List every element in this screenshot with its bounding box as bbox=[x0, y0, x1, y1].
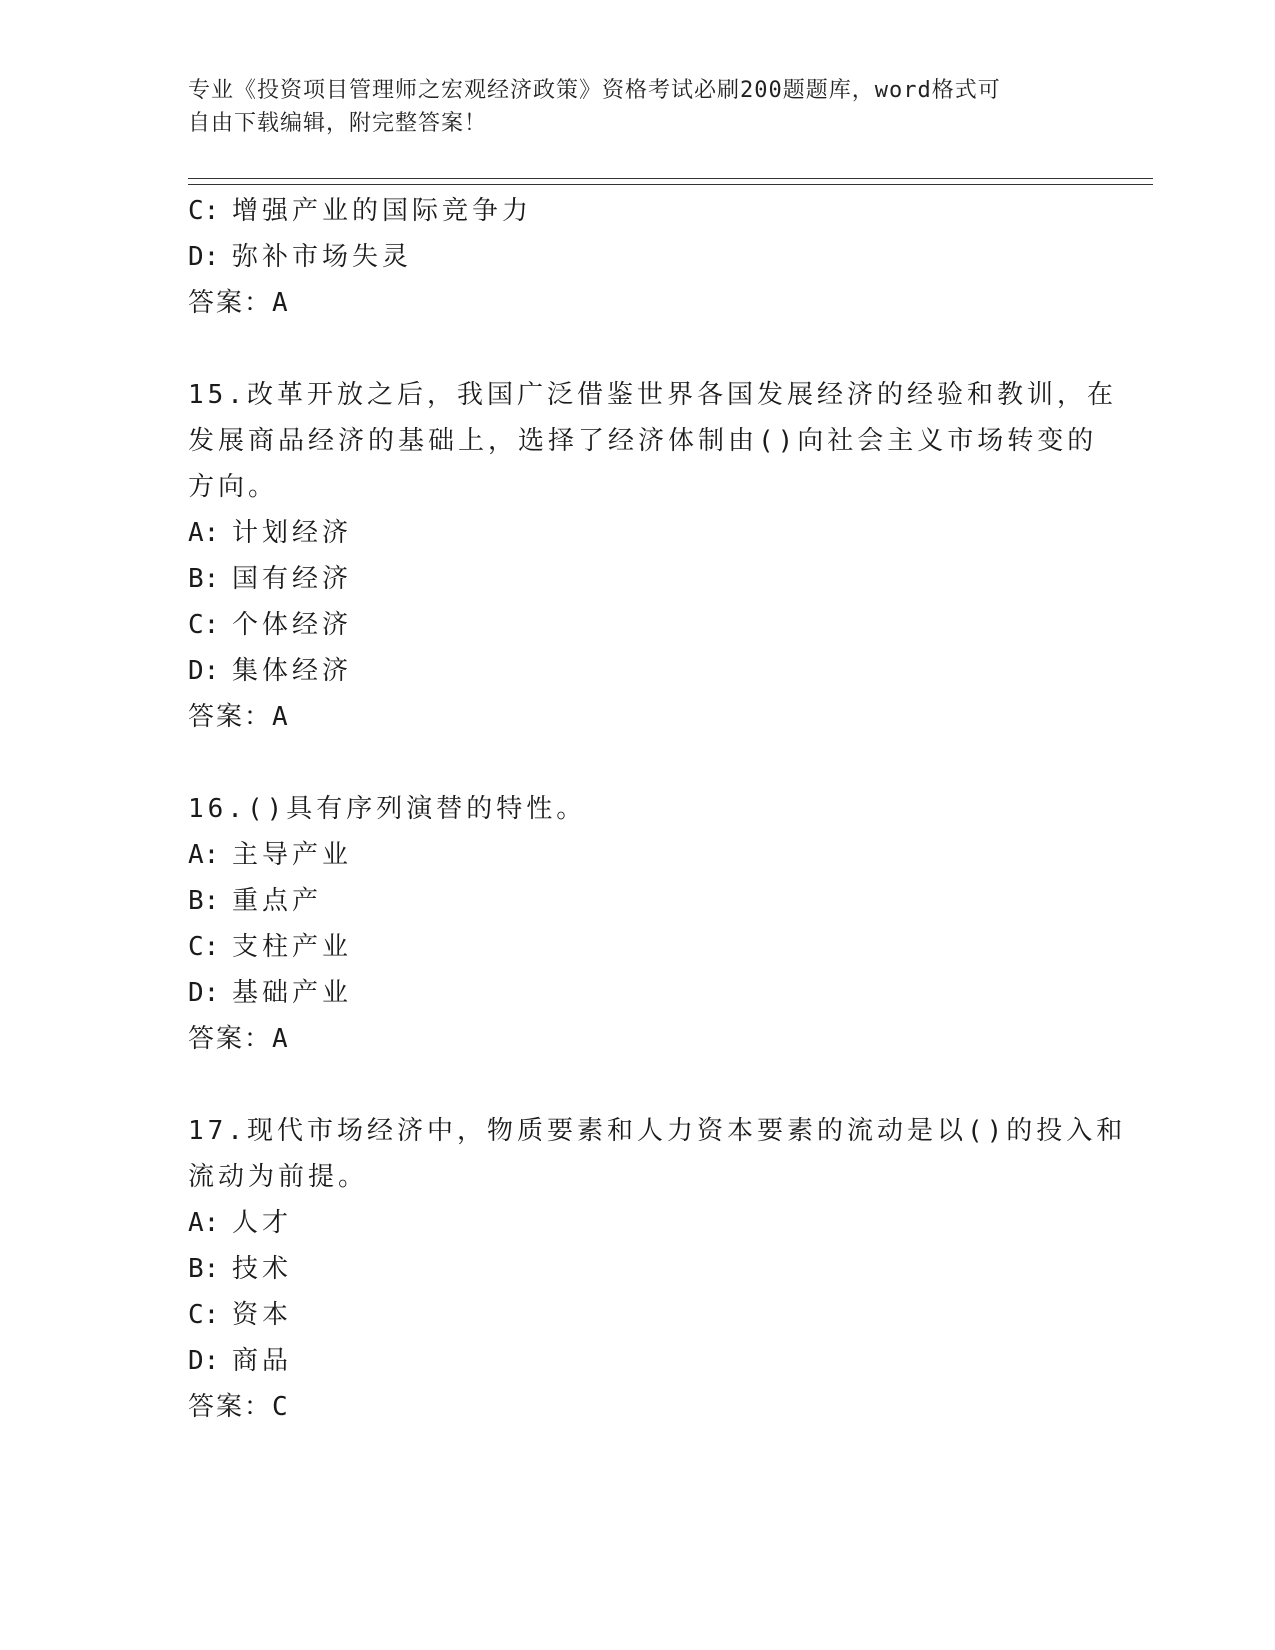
option-letter: C: bbox=[188, 932, 220, 962]
option-d bbox=[188, 1338, 1088, 1384]
answer-value: A bbox=[272, 702, 288, 732]
stem-line: 发展商品经济的基础上，选择了经济体制由()向社会主义市场转变的 bbox=[188, 426, 1098, 456]
previous-question-tail bbox=[188, 188, 1088, 326]
option-letter: B: bbox=[188, 1254, 220, 1284]
option-letter: C: bbox=[188, 610, 220, 640]
option-d bbox=[188, 234, 1088, 280]
option-b bbox=[188, 556, 1088, 602]
question-stem bbox=[188, 786, 1088, 832]
option-text: 弥补市场失灵 bbox=[232, 242, 413, 272]
answer-label: 答案： bbox=[188, 1392, 273, 1422]
answer-line bbox=[188, 280, 1088, 326]
stem-line: 16.()具有序列演替的特性。 bbox=[188, 794, 587, 824]
option-letter: D: bbox=[188, 242, 220, 272]
answer-line bbox=[188, 1384, 1088, 1430]
option-text: 重点产 bbox=[232, 886, 323, 916]
option-text: 商品 bbox=[232, 1346, 293, 1376]
option-text: 主导产业 bbox=[232, 840, 353, 870]
stem-line: 流动为前提。 bbox=[188, 1162, 369, 1192]
option-b bbox=[188, 1246, 1088, 1292]
answer-value: C bbox=[272, 1392, 288, 1422]
answer-line bbox=[188, 694, 1088, 740]
answer-value: A bbox=[272, 288, 288, 318]
stem-line: 15.改革开放之后，我国广泛借鉴世界各国发展经济的经验和教训，在 bbox=[188, 380, 1117, 410]
option-letter: B: bbox=[188, 886, 220, 916]
question-stem bbox=[188, 372, 1117, 510]
question-stem bbox=[188, 1108, 1127, 1200]
option-text: 增强产业的国际竞争力 bbox=[232, 196, 533, 226]
option-text: 支柱产业 bbox=[232, 932, 353, 962]
question-16 bbox=[188, 786, 1088, 1062]
header-line-2: 自由下载编辑，附完整答案！ bbox=[188, 111, 488, 136]
option-letter: A: bbox=[188, 840, 220, 870]
option-text: 技术 bbox=[232, 1254, 293, 1284]
option-d bbox=[188, 648, 1088, 694]
answer-label: 答案： bbox=[188, 1024, 273, 1054]
question-15 bbox=[188, 372, 1117, 740]
stem-line: 17.现代市场经济中，物质要素和人力资本要素的流动是以()的投入和 bbox=[188, 1116, 1127, 1146]
stem-line: 方向。 bbox=[188, 472, 279, 502]
header-divider bbox=[188, 178, 1153, 185]
option-a bbox=[188, 832, 1088, 878]
option-letter: C: bbox=[188, 1300, 220, 1330]
option-letter: B: bbox=[188, 564, 220, 594]
option-c bbox=[188, 924, 1088, 970]
option-letter: A: bbox=[188, 1208, 220, 1238]
option-text: 集体经济 bbox=[232, 656, 353, 686]
option-text: 个体经济 bbox=[232, 610, 353, 640]
option-letter: D: bbox=[188, 656, 220, 686]
option-text: 国有经济 bbox=[232, 564, 353, 594]
option-b bbox=[188, 878, 1088, 924]
document-header bbox=[188, 74, 1078, 140]
question-list bbox=[188, 188, 1127, 1430]
answer-label: 答案： bbox=[188, 702, 273, 732]
answer-line bbox=[188, 1016, 1088, 1062]
option-c bbox=[188, 188, 1088, 234]
option-a bbox=[188, 1200, 1088, 1246]
question-17 bbox=[188, 1108, 1127, 1430]
option-text: 资本 bbox=[232, 1300, 293, 1330]
option-letter: C: bbox=[188, 196, 220, 226]
option-a bbox=[188, 510, 1088, 556]
option-letter: D: bbox=[188, 1346, 220, 1376]
answer-label: 答案： bbox=[188, 288, 273, 318]
option-letter: A: bbox=[188, 518, 220, 548]
header-line-1: 专业《投资项目管理师之宏观经济政策》资格考试必刷200题题库，word格式可 bbox=[188, 78, 1001, 103]
option-c bbox=[188, 602, 1088, 648]
option-text: 基础产业 bbox=[232, 978, 353, 1008]
option-text: 人才 bbox=[232, 1208, 293, 1238]
option-text: 计划经济 bbox=[232, 518, 353, 548]
option-c bbox=[188, 1292, 1088, 1338]
option-letter: D: bbox=[188, 978, 220, 1008]
option-d bbox=[188, 970, 1088, 1016]
answer-value: A bbox=[272, 1024, 288, 1054]
